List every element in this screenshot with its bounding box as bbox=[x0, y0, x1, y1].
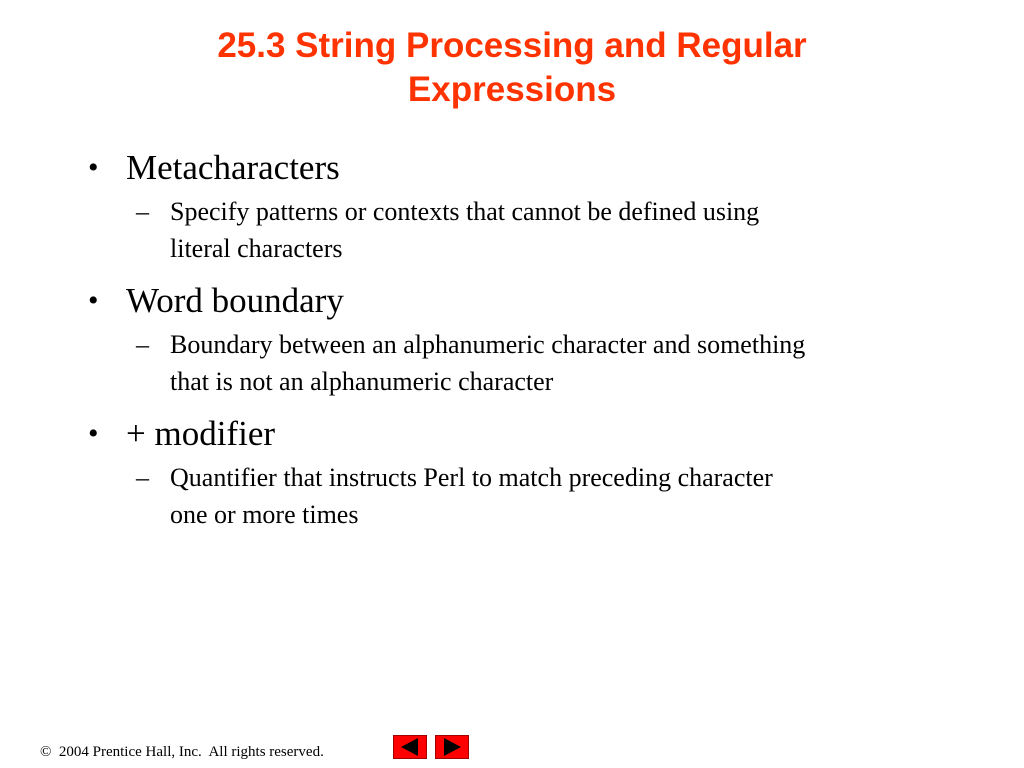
slide-title-line-2: Expressions bbox=[407, 70, 617, 109]
bullet-text: + modifier bbox=[126, 414, 276, 453]
bullet-item bbox=[88, 414, 966, 454]
bullet-marker: • bbox=[88, 151, 99, 184]
sub-bullet-item bbox=[136, 193, 950, 267]
slide-title bbox=[0, 24, 1024, 112]
sub-bullet-line: one or more times bbox=[170, 500, 359, 529]
bullet-marker: • bbox=[88, 417, 99, 450]
sub-bullet-line: Quantifier that instructs Perl to match preceding character bbox=[170, 463, 773, 492]
previous-slide-button[interactable] bbox=[393, 735, 427, 759]
sub-bullet-marker: – bbox=[136, 330, 149, 359]
bullet-text: Metacharacters bbox=[126, 148, 340, 187]
sub-bullet-line: Boundary between an alphanumeric character and something bbox=[170, 330, 806, 359]
next-slide-button[interactable] bbox=[435, 735, 469, 759]
bullet-text: Word boundary bbox=[126, 281, 344, 320]
copyright-notice: © 2004 Prentice Hall, Inc. All rights reserved. bbox=[40, 744, 324, 760]
bullet-item bbox=[88, 281, 966, 321]
sub-bullet-marker: – bbox=[136, 197, 149, 226]
slide-title-line-1: 25.3 String Processing and Regular bbox=[217, 26, 807, 65]
sub-bullet-marker: – bbox=[136, 463, 149, 492]
bullet-item bbox=[88, 148, 966, 188]
bullet-marker: • bbox=[88, 284, 99, 317]
slide-content bbox=[0, 148, 1024, 547]
bullet-group-plus-modifier bbox=[0, 414, 1024, 533]
bullet-group-word-boundary bbox=[0, 281, 1024, 400]
sub-bullet-line: Specify patterns or contexts that cannot be defined using bbox=[170, 197, 760, 226]
sub-bullet-line: that is not an alphanumeric character bbox=[170, 367, 554, 396]
sub-bullet-item bbox=[136, 326, 950, 400]
sub-bullet-line: literal characters bbox=[170, 234, 343, 263]
right-arrow-icon bbox=[436, 736, 468, 758]
sub-bullet-item bbox=[136, 459, 950, 533]
bullet-group-metacharacters bbox=[0, 148, 1024, 267]
left-arrow-icon bbox=[394, 736, 426, 758]
